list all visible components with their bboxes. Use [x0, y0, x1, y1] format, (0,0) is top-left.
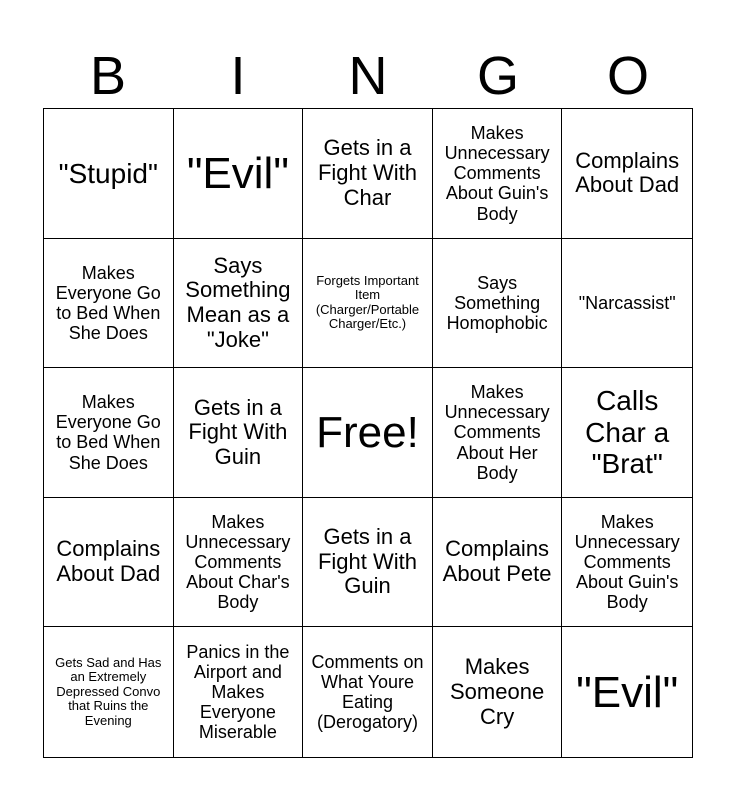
bingo-cell[interactable]: Gets in a Fight With Char	[303, 109, 433, 239]
bingo-cell[interactable]: Makes Everyone Go to Bed When She Does	[44, 239, 174, 369]
bingo-cell[interactable]: Makes Unnecessary Comments About Her Body	[433, 368, 563, 498]
bingo-cell[interactable]: Complains About Dad	[44, 498, 174, 628]
header-letter-n: N	[348, 46, 388, 106]
bingo-cell[interactable]: Makes Someone Cry	[433, 627, 563, 757]
bingo-cell[interactable]: Makes Everyone Go to Bed When She Does	[44, 368, 174, 498]
bingo-header	[43, 44, 693, 108]
bingo-cell[interactable]: "Narcassist"	[562, 239, 692, 369]
bingo-cell[interactable]: Makes Unnecessary Comments About Guin's Body	[433, 109, 563, 239]
bingo-cell[interactable]: Gets in a Fight With Guin	[303, 498, 433, 628]
bingo-cell[interactable]: Complains About Pete	[433, 498, 563, 628]
bingo-cell[interactable]: "Evil"	[174, 109, 304, 239]
header-letter-b: B	[89, 46, 127, 106]
header-letter-o: O	[606, 46, 649, 106]
bingo-cell[interactable]: Calls Char a "Brat"	[562, 368, 692, 498]
bingo-cell[interactable]: "Stupid"	[44, 109, 174, 239]
bingo-cell[interactable]: Forgets Important Item (Charger/Portable Charger/Etc.)	[303, 239, 433, 369]
bingo-cell[interactable]: Makes Unnecessary Comments About Char's Body	[174, 498, 304, 628]
header-letter-g: G	[476, 46, 519, 106]
bingo-board	[43, 108, 693, 758]
bingo-cell[interactable]: Says Something Homophobic	[433, 239, 563, 369]
bingo-cell[interactable]: Comments on What Youre Eating (Derogatory)	[303, 627, 433, 757]
bingo-cell[interactable]: Panics in the Airport and Makes Everyone Miserable	[174, 627, 304, 757]
bingo-cell[interactable]: Gets Sad and Has an Extremely Depressed Convo that Ruins the Evening	[44, 627, 174, 757]
bingo-cell[interactable]: Says Something Mean as a "Joke"	[174, 239, 304, 369]
free-space-cell[interactable]: Free!	[303, 368, 433, 498]
bingo-cell[interactable]: Complains About Dad	[562, 109, 692, 239]
bingo-cell[interactable]: Makes Unnecessary Comments About Guin's Body	[562, 498, 692, 628]
bingo-cell[interactable]: "Evil"	[576, 667, 679, 717]
header-letter-i: I	[230, 46, 246, 106]
bingo-cell[interactable]: Gets in a Fight With Guin	[174, 368, 304, 498]
